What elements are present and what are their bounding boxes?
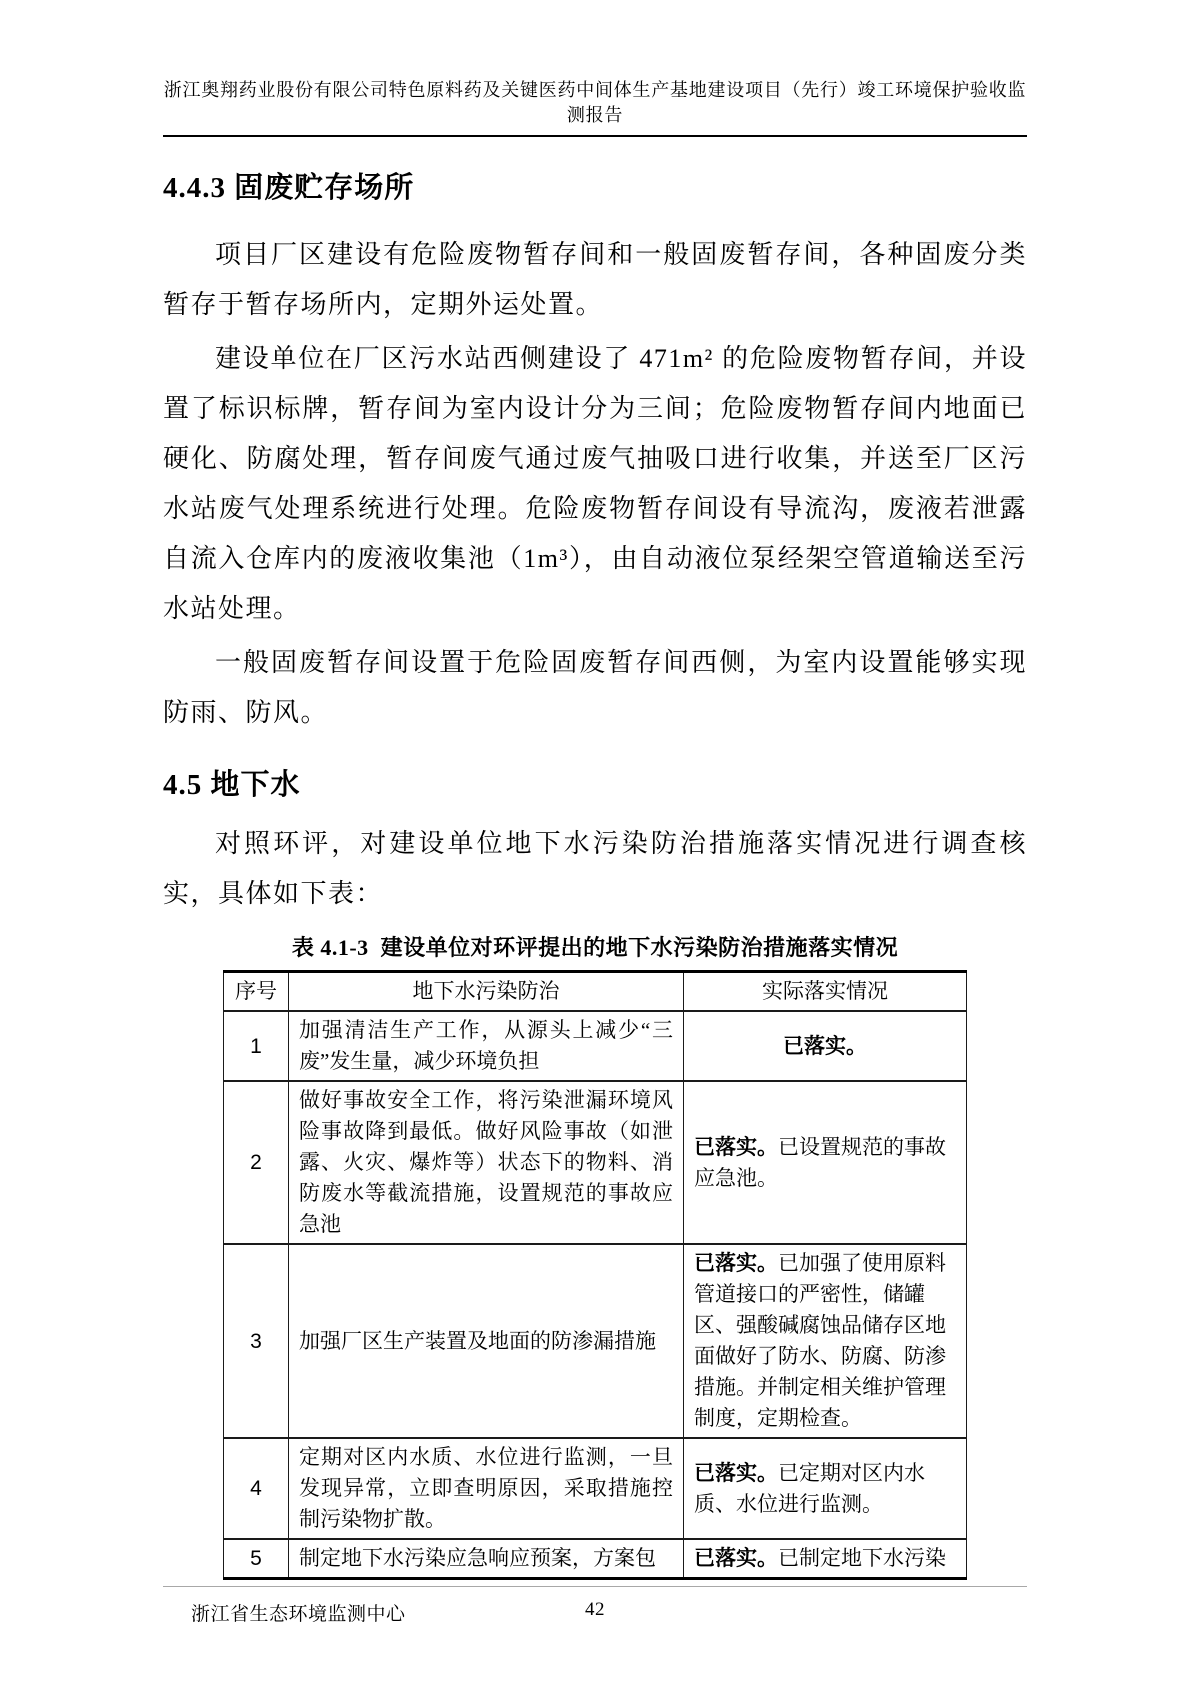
table-row [224, 1539, 967, 1579]
paragraph-solid-waste-3: 一般固废暂存间设置于危险固废暂存间西侧，为室内设置能够实现防雨、防风。 [163, 648, 1027, 727]
paragraph-solid-waste-2: 建设单位在厂区污水站西侧建设了 471m² 的危险废物暂存间，并设置了标识标牌，暂存间为室内设计分为三间；危险废物暂存间内地面已硬化、防腐处理，暂存间废气通过废气抽吸口进行收集，并送至厂区污水站废气处理系统进行处理。危险废物暂存间设有导流沟，废液若泄露自流入仓库内的废液收集池（1m³），由自动液位泵经架空管道输送至污水站处理。 [163, 344, 1027, 623]
paragraph-groundwater-intro: 对照环评，对建设单位地下水污染防治措施落实情况进行调查核实，具体如下表： [163, 829, 1027, 908]
status-detail-text: 已定期对区内水质、水位进行监测。 [694, 1460, 925, 1516]
status-detail-text: 已设置规范的事故应急池。 [694, 1134, 946, 1190]
row-measure: 做好事故安全工作，将污染泄漏环境风险事故降到最低。做好风险事故（如泄露、火灾、爆炸等）状态下的物料、消防废水等截流措施，设置规范的事故应急池 [289, 1081, 684, 1244]
column-header-measure: 地下水污染防治 [289, 972, 684, 1012]
status-bold-text: 已落实。 [694, 1460, 778, 1485]
section-heading-4-5: 4.5 地下水 [163, 769, 301, 801]
row-status [684, 1438, 967, 1539]
table-caption: 表 4.1-3 建设单位对环评提出的地下水污染防治措施落实情况 [291, 935, 899, 960]
row-no: 1 [224, 1011, 289, 1081]
row-measure: 定期对区内水质、水位进行监测，一旦发现异常，立即查明原因，采取措施控制污染物扩散。 [289, 1438, 684, 1539]
section-heading-4-4-3: 4.4.3 固废贮存场所 [163, 172, 415, 204]
row-status [684, 1011, 967, 1081]
row-measure: 加强清洁生产工作，从源头上减少“三废”发生量，减少环境负担 [289, 1011, 684, 1081]
row-status [684, 1081, 967, 1244]
row-no: 4 [224, 1438, 289, 1539]
row-no: 3 [224, 1244, 289, 1438]
column-header-status: 实际落实情况 [684, 972, 967, 1012]
table-header-row [224, 972, 967, 1012]
row-status [684, 1244, 967, 1438]
row-measure: 制定地下水污染应急响应预案，方案包 [289, 1539, 684, 1579]
table-row [224, 1011, 967, 1081]
column-header-no: 序号 [224, 972, 289, 1012]
row-measure: 加强厂区生产装置及地面的防渗漏措施 [289, 1244, 684, 1438]
status-bold-text: 已落实。 [694, 1251, 778, 1275]
status-detail-text: 已制定地下水污染 [778, 1546, 946, 1570]
groundwater-measures-table [223, 970, 967, 1580]
table-row [224, 1081, 967, 1244]
row-status [684, 1539, 967, 1579]
table-row [224, 1438, 967, 1539]
table-row [224, 1244, 967, 1438]
status-bold-text: 已落实。 [694, 1134, 778, 1159]
footer-page-number: 42 [585, 1599, 605, 1620]
row-no: 2 [224, 1081, 289, 1244]
status-detail-text: 已加强了使用原料管道接口的严密性，储罐区、强酸碱腐蚀品储存区地面做好了防水、防腐、防渗措施。并制定相关维护管理制度，定期检查。 [694, 1251, 946, 1430]
footer-organization: 浙江省生态环境监测中心 [191, 1604, 406, 1625]
running-header-title: 浙江奥翔药业股份有限公司特色原料药及关键医药中间体生产基地建设项目（先行）竣工环境保护验收监测报告 [163, 78, 1027, 137]
status-bold-text: 已落实。 [694, 1546, 778, 1570]
page-footer [163, 1586, 1027, 1626]
paragraph-solid-waste-1: 项目厂区建设有危险废物暂存间和一般固废暂存间，各种固废分类暂存于暂存场所内，定期外运处置。 [163, 240, 1027, 319]
row-no: 5 [224, 1539, 289, 1579]
status-bold-text: 已落实。 [783, 1033, 867, 1058]
